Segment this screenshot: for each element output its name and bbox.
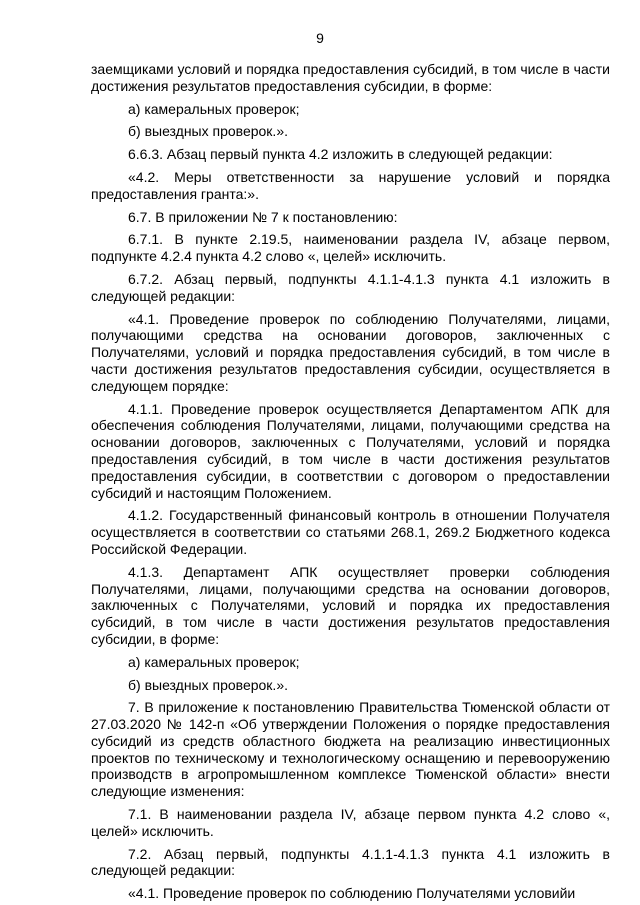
list-item: а) камеральных проверок; bbox=[128, 100, 300, 117]
paragraph: заемщиками условий и порядка предоставления субсидий, в том числе в части достижения результатов предоставления субсидии, в форме: bbox=[91, 61, 610, 94]
paragraph: 4.1.2. Государственный финансовый контроль в отношении Получателя осуществляется в соответствии со статьями 268.1, 269.2 Бюджетного кодекса Российской Федерации. bbox=[91, 507, 610, 557]
list-item: а) камеральных проверок; bbox=[128, 653, 300, 670]
paragraph: «4.2. Меры ответственности за нарушение условий и порядка предоставления гранта:». bbox=[91, 168, 610, 202]
paragraph: 6.7. В приложении № 7 к постановлению: bbox=[128, 208, 398, 225]
paragraph: 7.2. Абзац первый, подпункты 4.1.1-4.1.3 пункта 4.1 изложить в следующей редакции: bbox=[91, 845, 610, 879]
paragraph: «4.1. Проведение проверок по соблюдению Получателями, лицами, получающими средства на основании договоров, заключенных с Получателями, условий и порядка предоставления субсидий, в том числе в части достижения результатов предоставления субсидии, осуществляется в следующем порядке: bbox=[91, 310, 610, 394]
paragraph: «4.1. Проведение проверок по соблюдению Получателями условийи bbox=[128, 885, 576, 902]
paragraph: 4.1.3. Департамент АПК осуществляет проверки соблюдения Получателями, лицами, получающими средства на основании договоров, заключенных с Получателями, условий и порядка их предоставления субсидий, в том числе в части достижения результатов предоставления субсидии, в форме: bbox=[91, 563, 610, 647]
paragraph: 6.7.2. Абзац первый, подпункты 4.1.1-4.1.3 пункта 4.1 изложить в следующей редакции: bbox=[91, 270, 610, 304]
paragraph: 6.6.3. Абзац первый пункта 4.2 изложить в следующей редакции: bbox=[128, 146, 553, 163]
list-item: б) выездных проверок.». bbox=[128, 123, 288, 140]
paragraph: 6.7.1. В пункте 2.19.5, наименовании раздела IV, абзаце первом, подпункте 4.2.4 пункта 4.2 слово «, целей» исключить. bbox=[91, 231, 610, 265]
page-number: 9 bbox=[316, 30, 324, 46]
paragraph: 4.1.1. Проведение проверок осуществляется Департаментом АПК для обеспечения соблюдения Получателями, лицами, получающими средства на основании договоров, заключенных с Получателями, условий и порядка предоставления субсидий, в том числе в части достижения результатов предоставления субсидии, в соответствии с договором о предоставлении субсидий и настоящим Положением. bbox=[91, 400, 610, 501]
document-body bbox=[91, 61, 610, 902]
paragraph: 7.1. В наименовании раздела IV, абзаце первом пункта 4.2 слово «, целей» исключить. bbox=[91, 806, 610, 839]
paragraph: 7. В приложение к постановлению Правительства Тюменской области от 27.03.2020 № 142-п «Об утверждении Положения о порядке предоставления субсидий из средств областного бюджета на реализацию инвестиционных проектов по техническому и технологическому оснащению и перевооружению производств в агропромышленном комплексе Тюменской области» внести следующие изменения: bbox=[91, 699, 610, 800]
list-item: б) выездных проверок.». bbox=[128, 676, 288, 693]
